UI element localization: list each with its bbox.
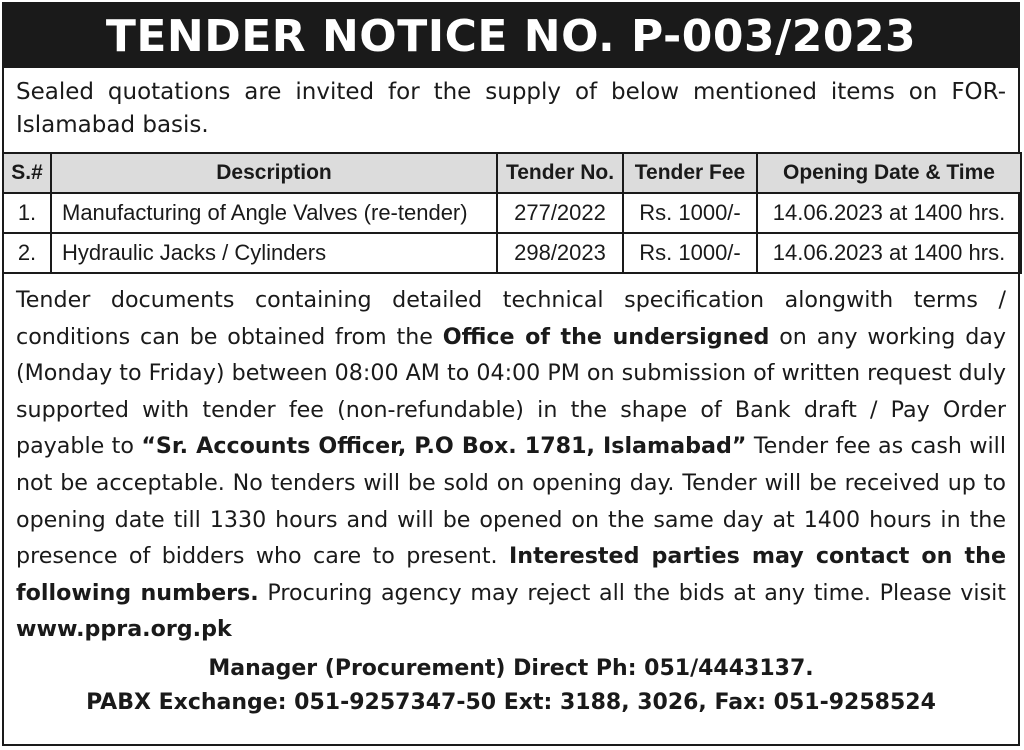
cell-description: Manufacturing of Angle Valves (re-tender) — [51, 193, 497, 233]
cell-description: Hydraulic Jacks / Cylinders — [51, 233, 497, 273]
table-header-row — [3, 153, 1021, 193]
notice-title: TENDER NOTICE NO. P-003/2023 — [4, 4, 1018, 68]
office-emphasis: Office of the undersigned — [442, 323, 770, 350]
cell-sn: 1. — [3, 193, 51, 233]
table-row — [3, 193, 1021, 233]
website-link: www.ppra.org.pk — [16, 616, 232, 643]
cell-fee: Rs. 1000/- — [623, 233, 757, 273]
header-opening: Opening Date & Time — [757, 153, 1021, 193]
contact-block — [4, 652, 1018, 720]
cell-sn: 2. — [3, 233, 51, 273]
items-table — [2, 152, 1022, 274]
cell-tender-no: 277/2022 — [497, 193, 623, 233]
terms-text: Tender fee as cash will not be acceptable. No tenders will be sold on opening day. Tender will be received up to opening date till 1330 hours and will be opened on the same day at 1400 hours in the presence of bidders who care to present. — [16, 433, 1006, 570]
terms-paragraph — [16, 282, 1006, 648]
header-tender-no: Tender No. — [497, 153, 623, 193]
payee-emphasis: “Sr. Accounts Officer, P.O Box. 1781, Islamabad” — [141, 433, 747, 460]
cell-opening: 14.06.2023 at 1400 hrs. — [757, 193, 1021, 233]
terms-text: Tender documents containing detailed technical specification alongwith terms / conditions can be obtained from the — [16, 287, 1006, 350]
terms-text: on any working day (Monday to Friday) between 08:00 AM to 04:00 PM on submission of written request duly supported with tender fee (non-refundable) in the shape of Bank draft / Pay Order payable to — [16, 323, 1006, 460]
contact-manager: Manager (Procurement) Direct Ph: 051/4443137. — [208, 655, 814, 681]
intro-text: Sealed quotations are invited for the supply of below mentioned items on FOR-Islamabad basis. — [16, 79, 1006, 138]
header-description: Description — [51, 153, 497, 193]
cell-opening: 14.06.2023 at 1400 hrs. — [757, 233, 1021, 273]
terms-text: Procuring agency may reject all the bids at any time. Please visit — [258, 579, 1006, 606]
contact-pabx: PABX Exchange: 051-9257347-50 Ext: 3188, 3026, Fax: 051-9258524 — [86, 689, 936, 715]
contact-emphasis: Interested parties may contact on the following numbers. — [16, 543, 1006, 606]
cell-fee: Rs. 1000/- — [623, 193, 757, 233]
cell-tender-no: 298/2023 — [497, 233, 623, 273]
table-row — [3, 233, 1021, 273]
header-tender-fee: Tender Fee — [623, 153, 757, 193]
tender-notice — [2, 2, 1020, 746]
header-sn: S.# — [3, 153, 51, 193]
